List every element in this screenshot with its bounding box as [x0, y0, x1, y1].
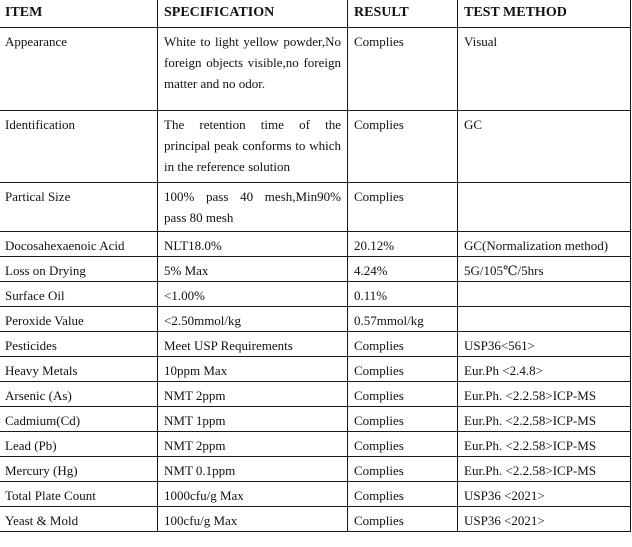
- cell-result: Complies: [348, 183, 458, 232]
- cell-test-method: Eur.Ph. <2.2.58>ICP-MS: [458, 382, 631, 407]
- table-row-arsenic: [0, 382, 631, 407]
- table-row-appearance: [0, 28, 631, 111]
- cell-test-method: USP36 <2021>: [458, 482, 631, 507]
- header-item: ITEM: [0, 0, 158, 28]
- table-row-mercury: [0, 457, 631, 482]
- cell-item: Cadmium(Cd): [0, 407, 158, 432]
- table-row-heavy-metals: [0, 357, 631, 382]
- cell-test-method: GC: [458, 111, 631, 183]
- table-row-lead: [0, 432, 631, 457]
- cell-result: Complies: [348, 357, 458, 382]
- cell-specification: 5% Max: [158, 257, 348, 282]
- header-test-method: TEST METHOD: [458, 0, 631, 28]
- cell-specification: White to light yellow powder,No foreign objects visible,no foreign matter and no odor.: [158, 28, 348, 111]
- cell-item: Partical Size: [0, 183, 158, 232]
- header-specification: SPECIFICATION: [158, 0, 348, 28]
- cell-result: Complies: [348, 382, 458, 407]
- cell-specification: <2.50mmol/kg: [158, 307, 348, 332]
- table-row-pesticides: [0, 332, 631, 357]
- cell-specification: 100cfu/g Max: [158, 507, 348, 532]
- cell-item: Arsenic (As): [0, 382, 158, 407]
- table-row-cadmium: [0, 407, 631, 432]
- cell-specification: 100% pass 40 mesh,Min90% pass 80 mesh: [158, 183, 348, 232]
- cell-specification: Meet USP Requirements: [158, 332, 348, 357]
- cell-specification: 10ppm Max: [158, 357, 348, 382]
- cell-item: Mercury (Hg): [0, 457, 158, 482]
- table-row-docosahexaenoic-acid: [0, 232, 631, 257]
- cell-result: 0.57mmol/kg: [348, 307, 458, 332]
- header-row: [0, 0, 631, 28]
- cell-test-method: 5G/105℃/5hrs: [458, 257, 631, 282]
- cell-item: Appearance: [0, 28, 158, 111]
- table-row-total-plate-count: [0, 482, 631, 507]
- cell-test-method: Visual: [458, 28, 631, 111]
- cell-specification: NMT 1ppm: [158, 407, 348, 432]
- cell-result: 20.12%: [348, 232, 458, 257]
- cell-item: Yeast & Mold: [0, 507, 158, 532]
- table-row-surface-oil: [0, 282, 631, 307]
- cell-test-method: Eur.Ph. <2.2.58>ICP-MS: [458, 432, 631, 457]
- cell-item: Heavy Metals: [0, 357, 158, 382]
- cell-test-method: [458, 307, 631, 332]
- cell-item: Docosahexaenoic Acid: [0, 232, 158, 257]
- cell-specification: NMT 2ppm: [158, 382, 348, 407]
- cell-result: 0.11%: [348, 282, 458, 307]
- cell-specification: NLT18.0%: [158, 232, 348, 257]
- cell-test-method: Eur.Ph <2.4.8>: [458, 357, 631, 382]
- cell-result: Complies: [348, 432, 458, 457]
- cell-result: Complies: [348, 507, 458, 532]
- cell-item: Identification: [0, 111, 158, 183]
- cell-result: Complies: [348, 482, 458, 507]
- cell-result: Complies: [348, 457, 458, 482]
- cell-test-method: Eur.Ph. <2.2.58>ICP-MS: [458, 407, 631, 432]
- cell-test-method: Eur.Ph. <2.2.58>ICP-MS: [458, 457, 631, 482]
- table-row-loss-on-drying: [0, 257, 631, 282]
- table-row-partical-size: [0, 183, 631, 232]
- cell-result: Complies: [348, 407, 458, 432]
- table-row-peroxide-value: [0, 307, 631, 332]
- cell-specification: The retention time of the principal peak conforms to which in the reference solution: [158, 111, 348, 183]
- cell-test-method: [458, 282, 631, 307]
- cell-item: Total Plate Count: [0, 482, 158, 507]
- cell-test-method: USP36<561>: [458, 332, 631, 357]
- cell-item: Loss on Drying: [0, 257, 158, 282]
- cell-item: Lead (Pb): [0, 432, 158, 457]
- cell-specification: 1000cfu/g Max: [158, 482, 348, 507]
- cell-result: Complies: [348, 111, 458, 183]
- table-row-identification: [0, 111, 631, 183]
- cell-item: Peroxide Value: [0, 307, 158, 332]
- cell-specification: NMT 0.1ppm: [158, 457, 348, 482]
- header-result: RESULT: [348, 0, 458, 28]
- cell-result: Complies: [348, 332, 458, 357]
- table-row-yeast-mold: [0, 507, 631, 532]
- cell-test-method: GC(Normalization method): [458, 232, 631, 257]
- cell-test-method: USP36 <2021>: [458, 507, 631, 532]
- cell-specification: <1.00%: [158, 282, 348, 307]
- cell-specification: NMT 2ppm: [158, 432, 348, 457]
- cell-test-method: [458, 183, 631, 232]
- cell-result: Complies: [348, 28, 458, 111]
- cell-item: Pesticides: [0, 332, 158, 357]
- cell-result: 4.24%: [348, 257, 458, 282]
- cell-item: Surface Oil: [0, 282, 158, 307]
